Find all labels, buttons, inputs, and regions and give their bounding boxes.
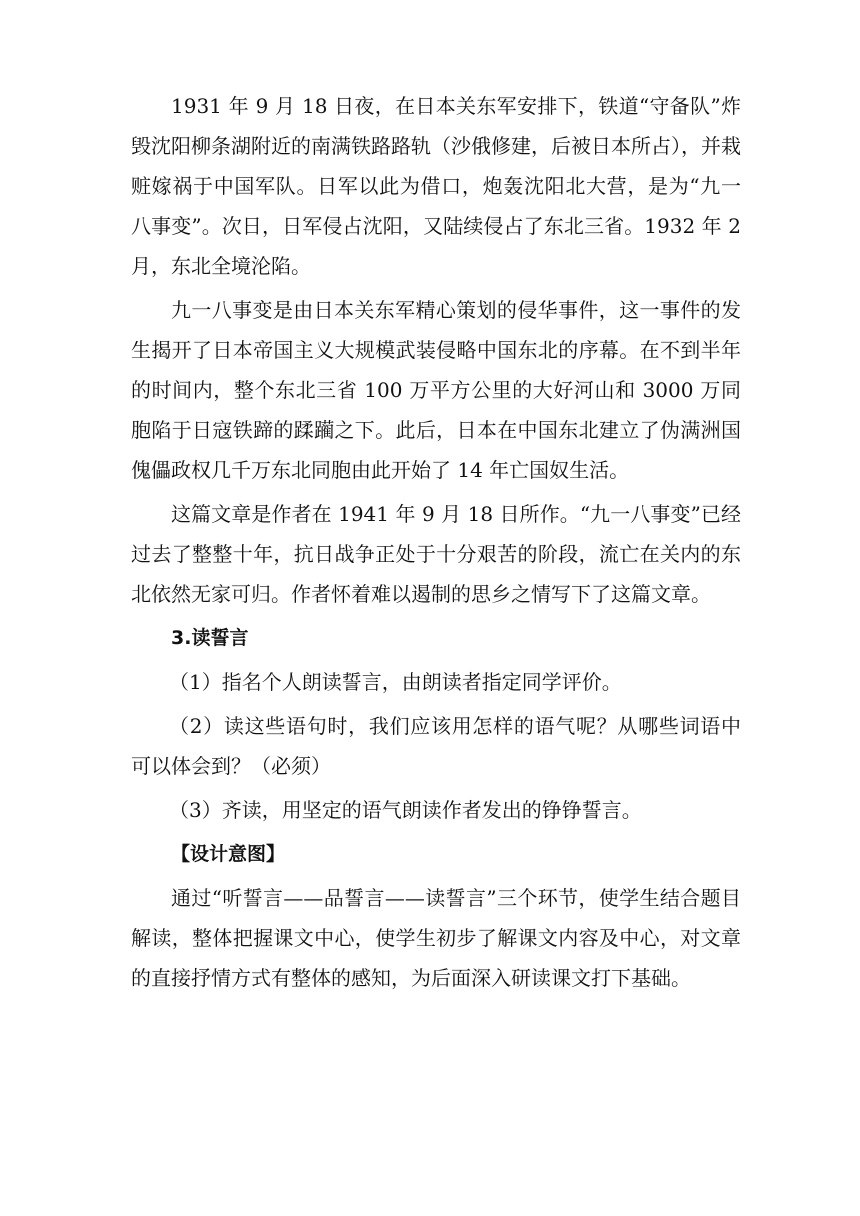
section-heading-design-intent: 【设计意图】 [171,843,286,865]
paragraph-event-significance: 九一八事变是由日本关东军精心策划的侵华事件，这一事件的发生揭开了日本帝国主义大规模武装侵略中国东北的序幕。在不到半年的时间内，整个东北三省 100 万平方公里的大好河山和 3000 万同胞陷于日寇铁蹄的蹂躏之下。此后，日本在中国东北建立了伪满洲国傀儡政权几千万东北同胞由此开始了 14 年亡国奴生活。 [131,298,741,482]
list-item: （3）齐读，用坚定的语气朗读作者发出的铮铮誓言。 [169,798,642,822]
paragraph-design-intent: 通过“听誓言——品誓言——读誓言”三个环节，使学生结合题目解读，整体把握课文中心，使学生初步了解课文内容及中心，对文章的直接抒情方式有整体的感知，为后面深入研读课文打下基础。 [131,886,741,990]
paragraph-background-event: 1931 年 9 月 18 日夜，在日本关东军安排下，铁道“守备队”炸毁沈阳柳条湖附近的南满铁路路轨（沙俄修建，后被日本所占），并栽赃嫁祸于中国军队。日军以此为借口，炮轰沈阳北大营，是为“九一八事变”。次日，日军侵占沈阳，又陆续侵占了东北三省。1932 年 2 月，东北全境沦陷。 [131,94,741,278]
paragraph-writing-context: 这篇文章是作者在 1941 年 9 月 18 日所作。“九一八事变”已经过去了整整十年，抗日战争正处于十分艰苦的阶段，流亡在关内的东北依然无家可归。作者怀着难以遏制的思乡之情写下了这篇文章。 [131,502,741,606]
document-page [131,86,741,998]
section-heading-read-oath: 3.读誓言 [171,627,249,649]
list-item: （1）指名个人朗读誓言，由朗读者指定同学评价。 [169,670,622,694]
list-item: （2）读这些语句时，我们应该用怎样的语气呢？从哪些词语中可以体会到？（必须） [131,714,741,778]
